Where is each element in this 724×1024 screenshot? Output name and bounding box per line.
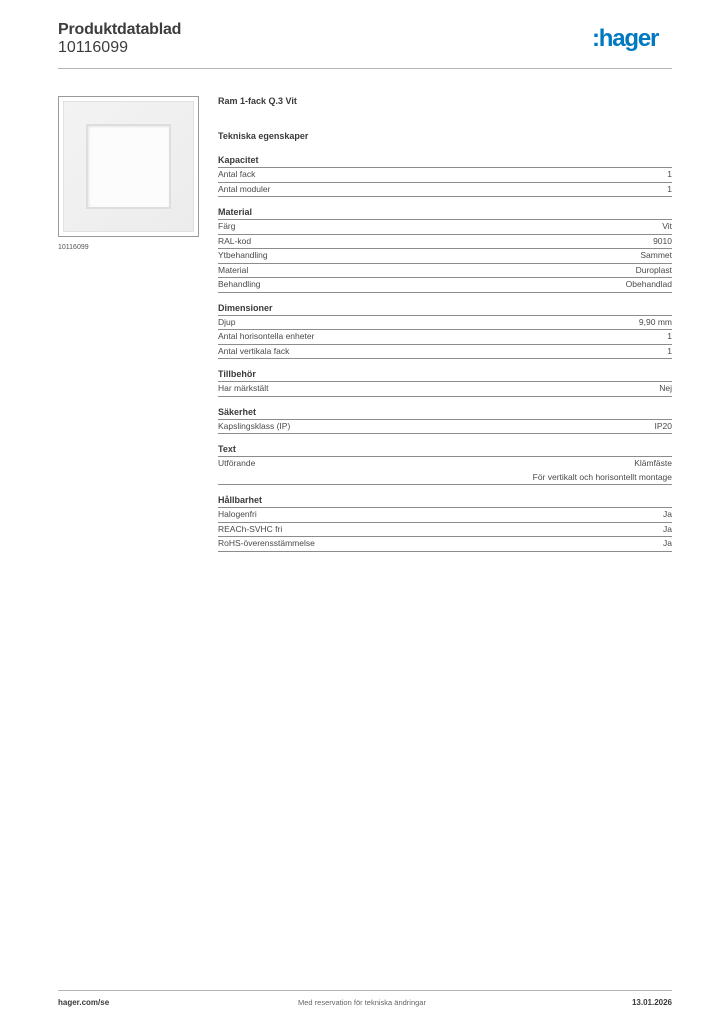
spec-row [218,345,672,360]
spec-sections [218,155,672,552]
spec-section [218,444,672,485]
footer-divider [58,990,672,991]
spec-label: Antal moduler [218,183,271,194]
image-caption: 10116099 [58,244,89,251]
spec-row [218,264,672,279]
frame-outer [63,101,194,232]
product-specifications [218,96,672,562]
spec-label: RAL-kod [218,235,252,246]
spec-section [218,207,672,293]
spec-label: REACh-SVHC fri [218,523,283,534]
spec-row [218,183,672,198]
spec-value [667,345,672,359]
spec-value [663,523,672,537]
spec-value-line: Klämfäste [634,458,672,468]
spec-label: Kapslingsklass (IP) [218,420,291,431]
spec-row [218,330,672,345]
spec-value [639,316,672,330]
spec-value [655,420,673,434]
spec-value-line: Ja [663,538,672,548]
spec-value [640,249,672,263]
spec-value-line: Sammet [640,250,672,260]
spec-row [218,168,672,183]
spec-value [667,330,672,344]
product-number: 10116099 [58,39,128,56]
spec-value [663,508,672,522]
product-image [58,96,199,237]
section-title: Text [218,444,672,457]
frame-opening [86,124,171,209]
spec-section [218,303,672,360]
document-title: Produktdatablad [58,21,182,38]
spec-section [218,407,672,435]
spec-value-line: 1 [667,331,672,341]
spec-label: RoHS-överensstämmelse [218,538,315,548]
spec-value [667,183,672,197]
spec-label: Antal vertikala fack [218,345,290,356]
spec-label: Utförande [218,458,256,468]
spec-label: Behandling [218,279,261,289]
spec-value-line: Nej [659,383,672,393]
spec-value-line: Ja [663,523,672,534]
section-title: Tillbehör [218,369,672,382]
spec-section [218,369,672,397]
footer-date: 13.01.2026 [631,998,672,1007]
spec-value-line: IP20 [654,420,672,431]
spec-value-line: 9010 [653,235,672,246]
spec-label: Ytbehandling [218,250,268,260]
spec-label: Halogenfri [218,509,257,519]
spec-value-line: För vertikalt och horisontellt montage [532,471,672,482]
header-divider [58,68,672,69]
spec-row [218,249,672,264]
spec-label: Antal horisontella enheter [218,331,315,341]
spec-value-line: Obehandlad [625,279,672,289]
spec-value-line: 9,90 mm [638,316,672,327]
spec-label: Djup [218,316,236,327]
spec-value-line: Vit [662,221,672,231]
footer-website: hager.com/se [58,998,110,1007]
spec-row [218,235,672,250]
logo-colon: : [592,25,599,52]
spec-row [218,457,672,485]
spec-label: Har märkstält [218,383,269,393]
spec-value [667,168,672,182]
spec-value [653,235,672,249]
spec-value [636,264,672,278]
product-name: Ram 1-fack Q.3 Vit [218,96,297,106]
spec-row [218,508,672,523]
spec-value [659,382,672,396]
spec-section [218,495,672,552]
section-title: Dimensioner [218,303,672,316]
properties-heading: Tekniska egenskaper [218,131,309,141]
spec-value [533,457,672,484]
spec-row [218,382,672,397]
section-title: Kapacitet [218,155,672,168]
spec-row [218,316,672,331]
spec-value [663,537,672,551]
logo-word: hager [598,25,659,52]
spec-label: Färg [218,221,236,231]
spec-row [218,278,672,293]
spec-row [218,523,672,538]
spec-value [626,278,672,292]
spec-label: Material [218,264,249,275]
spec-value-line: Ja [663,509,672,519]
section-title: Säkerhet [218,407,672,420]
section-title: Material [218,207,672,220]
footer-disclaimer: Med reservation för tekniska ändringar [298,998,426,1007]
spec-row [218,220,672,235]
spec-label: Antal fack [218,169,256,179]
spec-section [218,155,672,197]
spec-value-line: 1 [667,183,672,194]
spec-value-line: Duroplast [635,264,672,275]
spec-value-line: 1 [667,345,672,356]
hager-logo [592,27,658,51]
spec-row [218,420,672,435]
spec-row [218,537,672,552]
spec-value-line: 1 [667,169,672,179]
spec-value [662,220,672,234]
section-title: Hållbarhet [218,495,672,508]
